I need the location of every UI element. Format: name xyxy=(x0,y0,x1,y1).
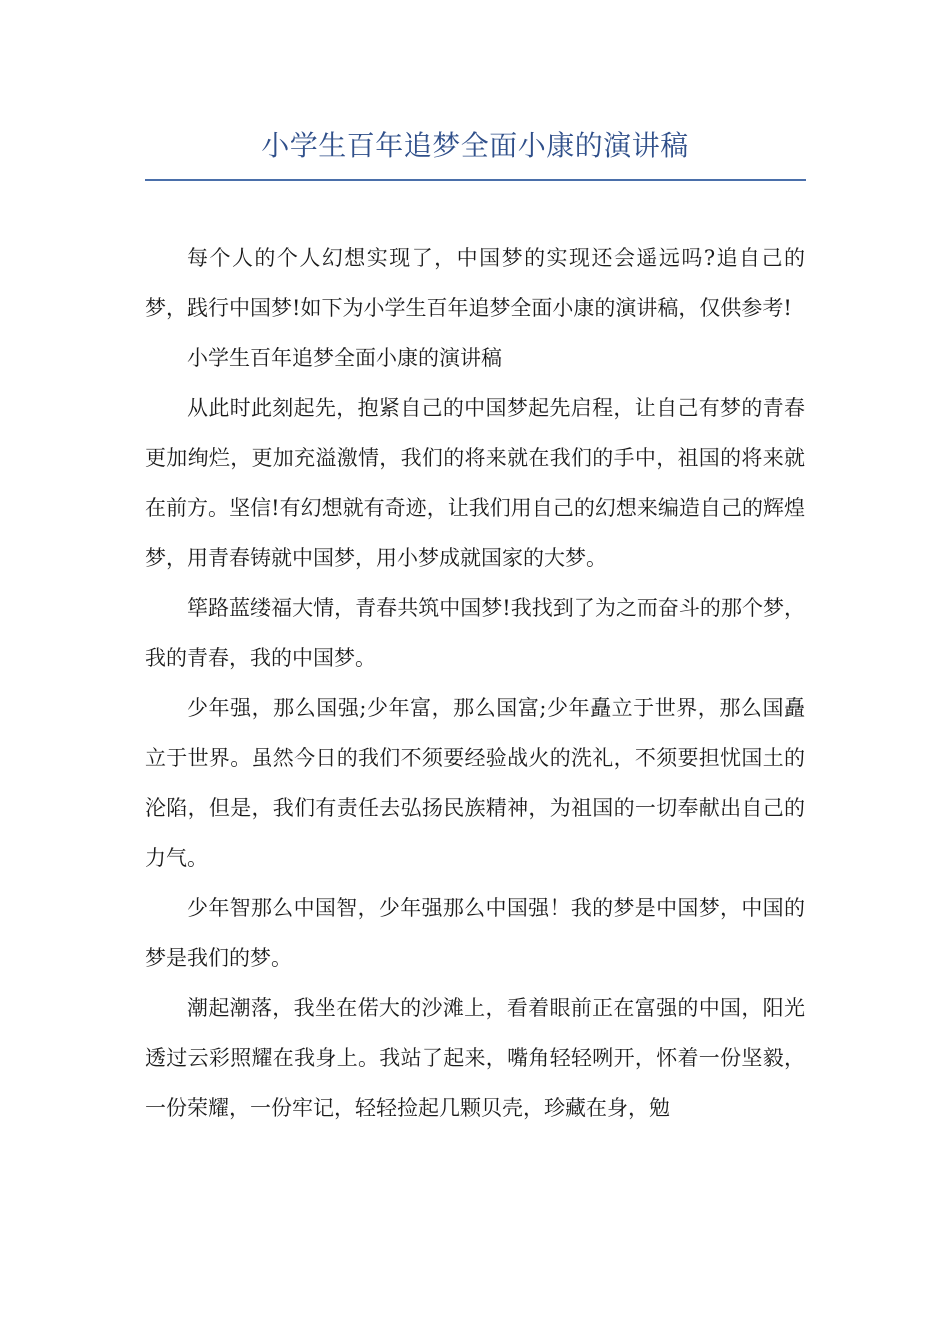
paragraph: 少年智那么中国智，少年强那么中国强！我的梦是中国梦，中国的梦是我们的梦。 xyxy=(145,896,805,970)
paragraph: 潮起潮落，我坐在偌大的沙滩上，看着眼前正在富强的中国，阳光透过云彩照耀在我身上。我站了起来，嘴角轻轻咧开，怀着一份坚毅，一份荣耀，一份牢记，轻轻捡起几颗贝壳，珍藏在身，勉 xyxy=(145,996,805,1120)
paragraph: 少年强，那么国强;少年富，那么国富;少年矗立于世界，那么国矗立于世界。虽然今日的我们不须要经验战火的洗礼，不须要担忧国土的沦陷，但是，我们有责任去弘扬民族精神，为祖国的一切奉献出自己的力气。 xyxy=(145,696,805,870)
paragraph-subtitle: 小学生百年追梦全面小康的演讲稿 xyxy=(187,346,502,370)
title-underline xyxy=(145,179,806,181)
document-body xyxy=(145,233,805,1133)
document-title: 小学生百年追梦全面小康的演讲稿 xyxy=(261,129,689,162)
paragraph: 筚路蓝缕福大情，青春共筑中国梦!我找到了为之而奋斗的那个梦，我的青春，我的中国梦。 xyxy=(145,596,805,670)
paragraph: 从此时此刻起先，抱紧自己的中国梦起先启程，让自己有梦的青春更加绚烂，更加充溢激情，我们的将来就在我们的手中，祖国的将来就在前方。坚信!有幻想就有奇迹，让我们用自己的幻想来编造自己的辉煌梦，用青春铸就中国梦，用小梦成就国家的大梦。 xyxy=(145,396,805,570)
paragraph-intro: 每个人的个人幻想实现了，中国梦的实现还会遥远吗?追自己的梦，践行中国梦!如下为小学生百年追梦全面小康的演讲稿，仅供参考! xyxy=(145,246,805,320)
